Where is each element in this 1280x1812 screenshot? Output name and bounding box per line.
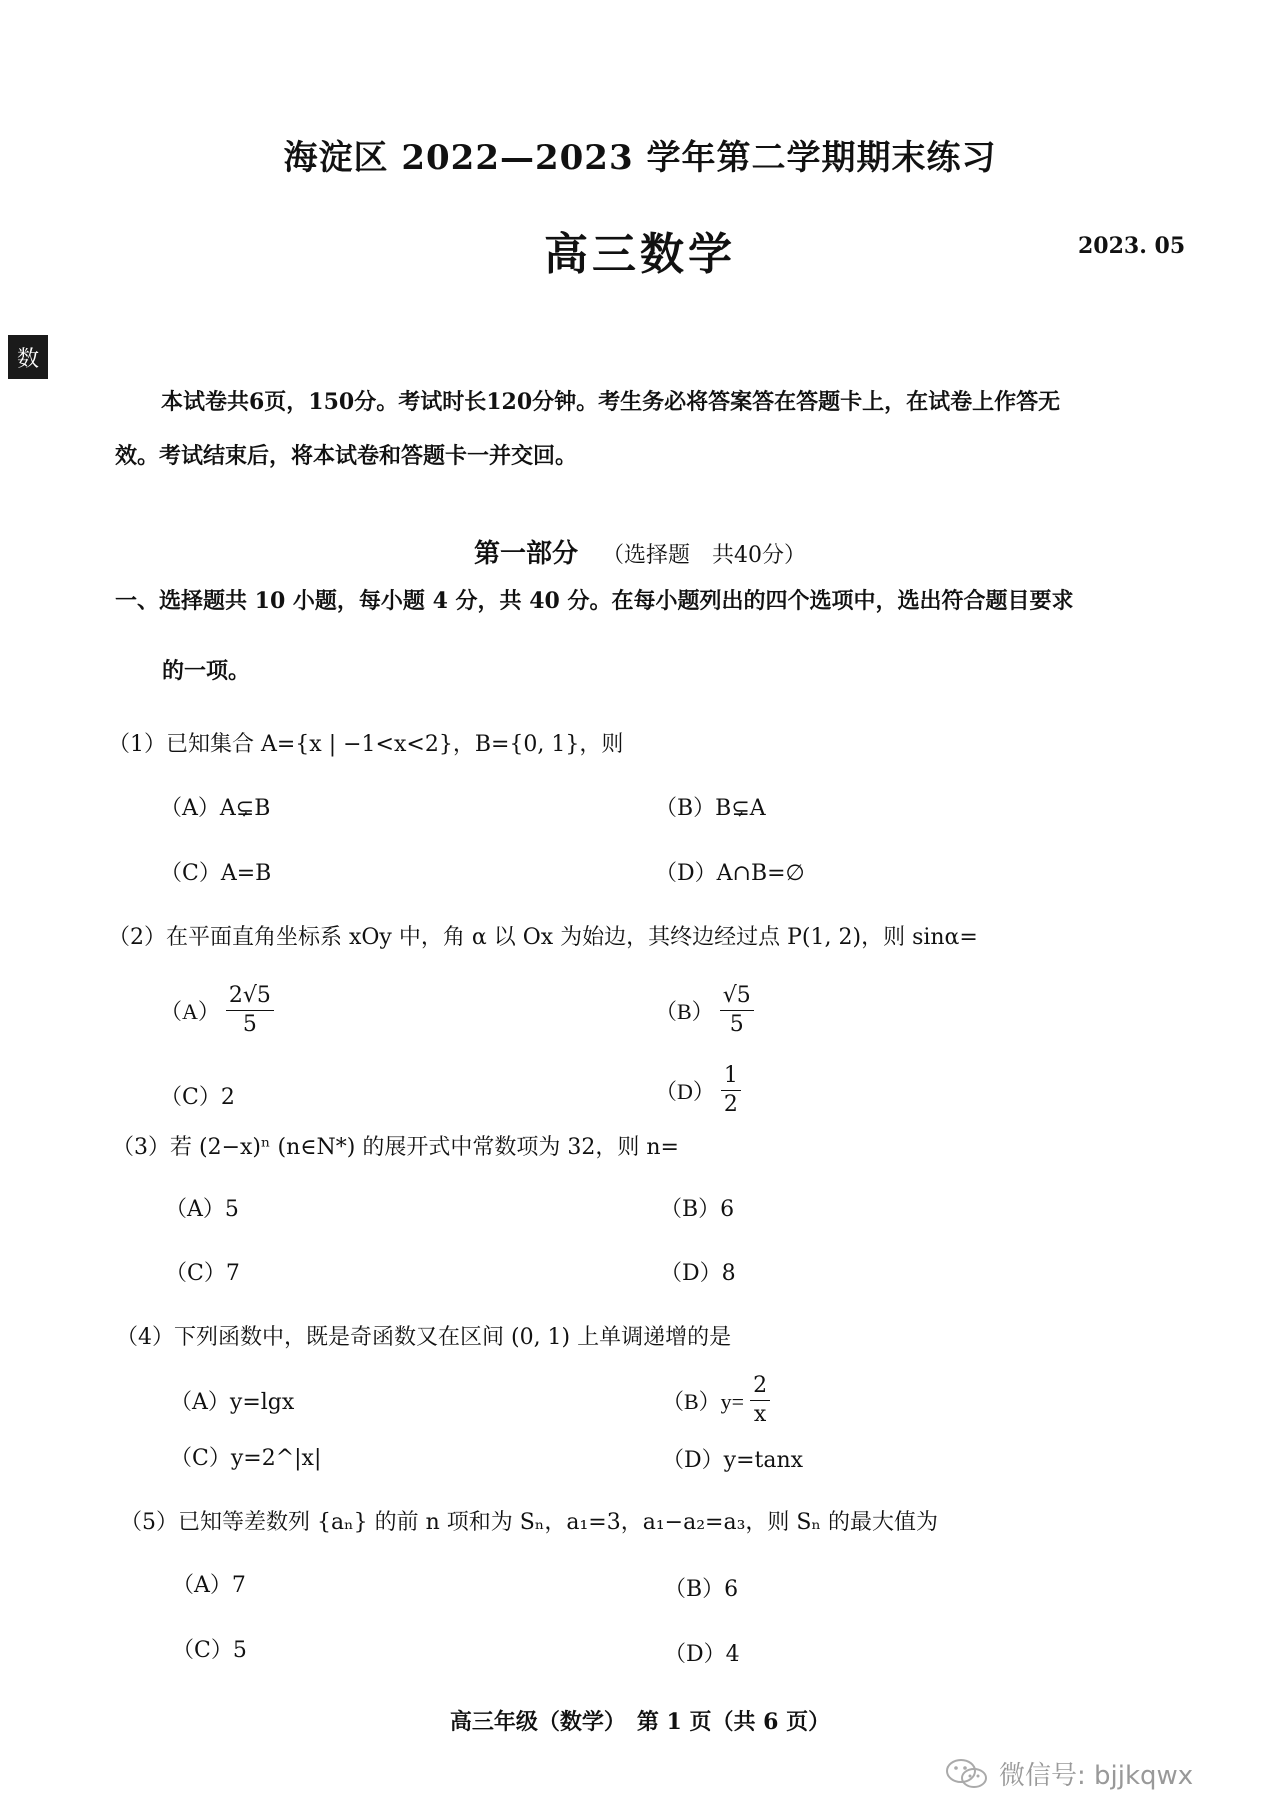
section-intro-line-2: 的一项。 — [162, 658, 251, 684]
side-tab: 数 — [8, 335, 48, 379]
instructions-line-1: 本试卷共6页，150分。考试时长120分钟。考生务必将答案答在答题卡上，在试卷上作答无 — [161, 389, 1061, 415]
question-3-option-d: （D）8 — [660, 1261, 736, 1286]
part-heading — [0, 533, 1280, 570]
question-3-option-a: （A）5 — [165, 1197, 239, 1222]
option-label: （A） — [160, 999, 220, 1024]
question-2-option-a — [160, 985, 274, 1036]
question-3-stem: （3）若 (2−x)ⁿ (n∈N*) 的展开式中常数项为 32，则 n= — [112, 1135, 679, 1160]
section-intro-line-1: 一、选择题共 10 小题，每小题 4 分，共 40 分。在每小题列出的四个选项中，选出符合题目要求 — [115, 588, 1074, 614]
exam-title: 海淀区 2022—2023 学年第二学期期末练习 — [283, 138, 997, 178]
fraction — [721, 1065, 741, 1116]
wechat-icon — [945, 1757, 989, 1791]
question-2-option-c: （C）2 — [160, 1085, 235, 1110]
option-label: （D） — [655, 1079, 715, 1104]
question-5-option-a: （A）7 — [172, 1573, 246, 1598]
question-5-stem: （5）已知等差数列 {aₙ} 的前 n 项和为 Sₙ，a₁=3，a₁−a₂=a₃，则 Sₙ 的最大值为 — [120, 1510, 938, 1535]
fraction-numerator: 1 — [721, 1065, 741, 1091]
option-label: （B）y= — [662, 1389, 745, 1414]
fraction-denominator: 5 — [242, 1012, 257, 1037]
watermark-text: 微信号: bjjkqwx — [999, 1761, 1194, 1791]
wechat-watermark — [945, 1755, 1193, 1792]
fraction — [720, 985, 754, 1036]
fraction-denominator: 5 — [729, 1012, 744, 1037]
question-5-option-b: （B）6 — [664, 1577, 739, 1602]
question-4-option-c: （C）y=2^|x| — [170, 1446, 322, 1471]
subject-title: 高三数学 — [544, 229, 736, 280]
fraction-numerator: 2 — [750, 1375, 770, 1401]
fraction-numerator: 2√5 — [226, 985, 274, 1011]
question-4-option-b — [662, 1375, 770, 1426]
part-note: （选择题 共40分） — [602, 543, 806, 568]
question-3-option-c: （C）7 — [165, 1261, 240, 1286]
exam-date: 2023. 05 — [1078, 233, 1186, 259]
question-1-option-b: （B）B⊊A — [655, 796, 766, 821]
question-1-option-a: （A）A⊊B — [160, 796, 271, 821]
question-2-stem: （2）在平面直角坐标系 xOy 中，角 α 以 Ox 为始边，其终边经过点 P(1, 2)，则 sinα= — [108, 925, 978, 950]
question-2-option-b — [655, 985, 754, 1036]
page-footer: 高三年级（数学） 第 1 页（共 6 页） — [449, 1709, 831, 1735]
fraction-denominator: 2 — [723, 1092, 738, 1117]
part-title: 第一部分 — [473, 539, 578, 569]
question-1-stem: （1）已知集合 A={x | −1<x<2}，B={0, 1}，则 — [108, 732, 624, 757]
fraction-denominator: x — [753, 1402, 767, 1427]
fraction — [750, 1375, 770, 1426]
fraction-numerator: √5 — [720, 985, 754, 1011]
question-1-option-d: （D）A∩B=∅ — [655, 861, 805, 886]
question-3-option-b: （B）6 — [660, 1197, 735, 1222]
question-5-option-d: （D）4 — [664, 1642, 740, 1667]
option-label: （B） — [655, 999, 714, 1024]
fraction — [226, 985, 274, 1036]
question-5-option-c: （C）5 — [172, 1638, 247, 1663]
question-4-stem: （4）下列函数中，既是奇函数又在区间 (0, 1) 上单调递增的是 — [116, 1325, 732, 1350]
question-4-option-a: （A）y=lgx — [170, 1390, 295, 1415]
instructions-line-2: 效。考试结束后，将本试卷和答题卡一并交回。 — [115, 443, 578, 469]
question-2-option-d — [655, 1065, 741, 1116]
question-1-option-c: （C）A=B — [160, 861, 272, 886]
question-4-option-d: （D）y=tanx — [662, 1448, 804, 1473]
